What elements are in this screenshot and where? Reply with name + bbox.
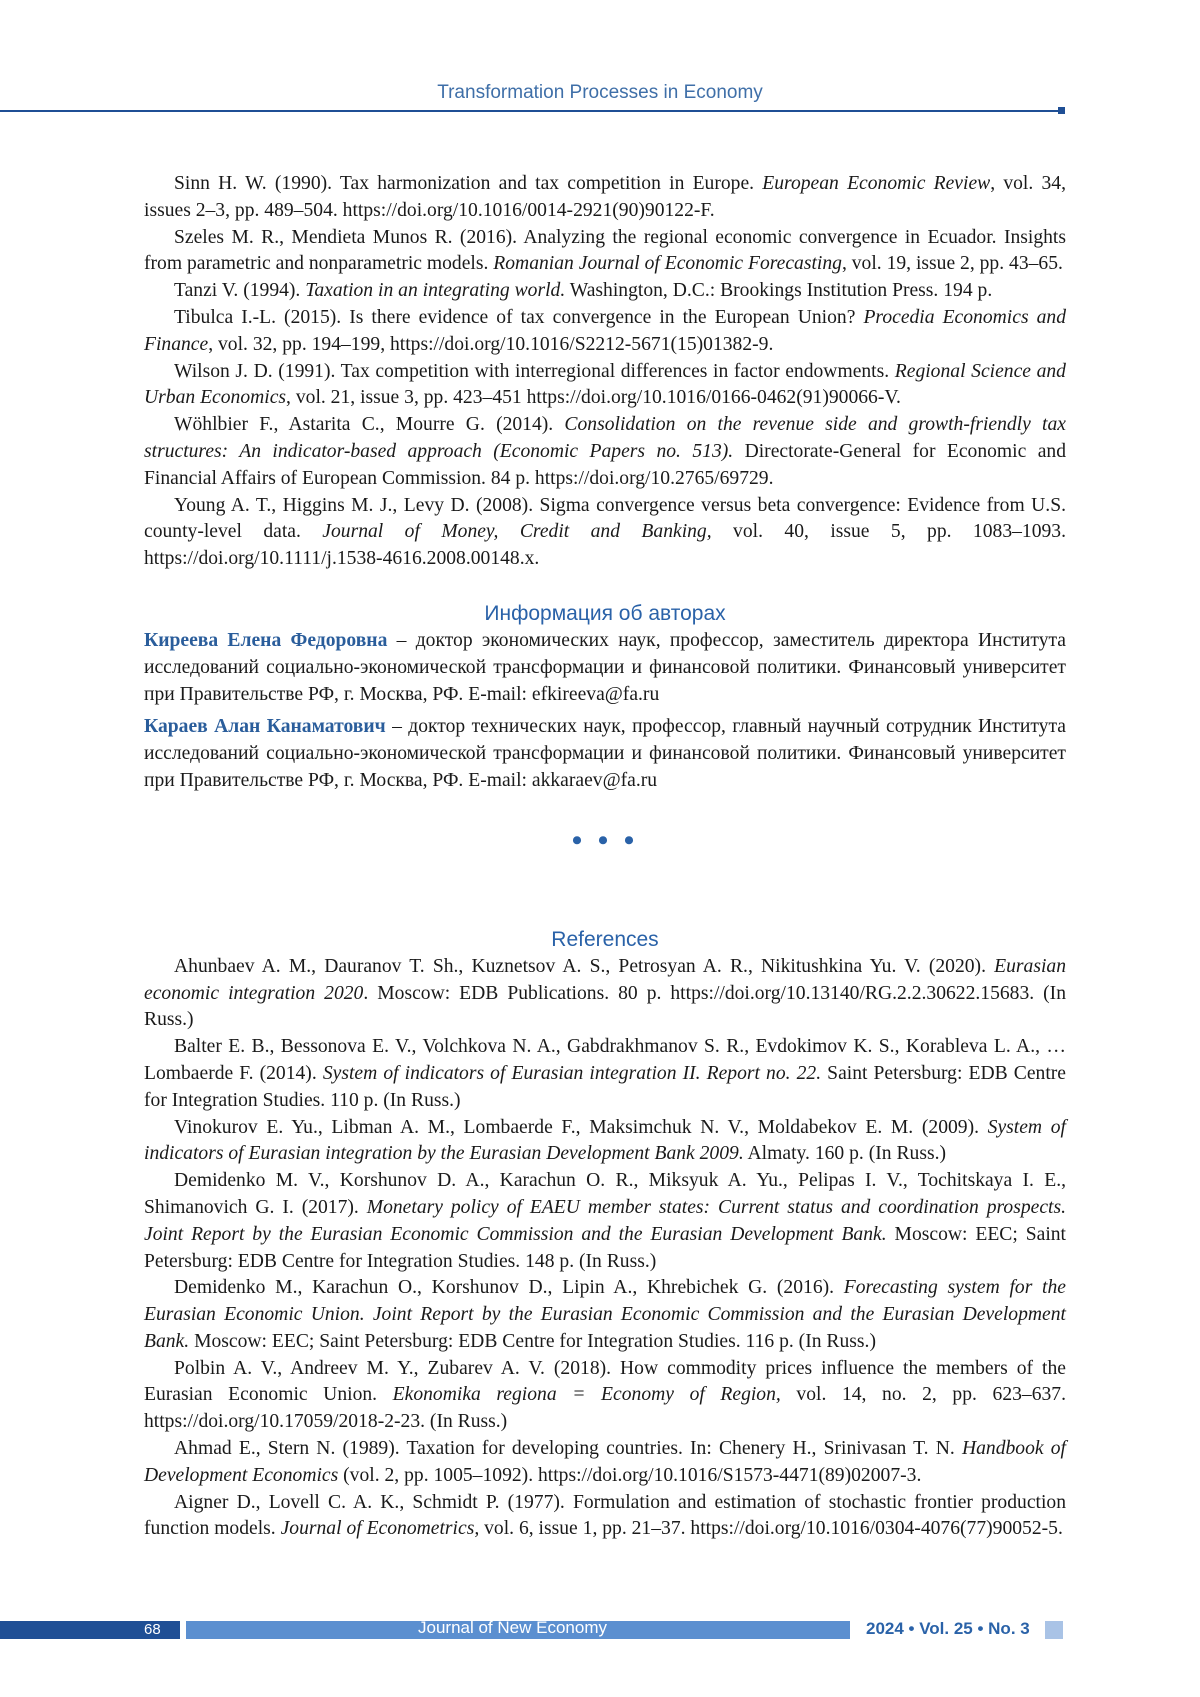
reference-text: Saint Petersburg: EDB Centre for Integration Studies. 110 p. (In Russ.) — [144, 1063, 1066, 1111]
journal-name: Journal of New Economy — [186, 1619, 850, 1637]
reference-italic-text: Ekonomika regiona = Economy of Region, — [393, 1384, 781, 1405]
reference-text: Wilson J. D. (1991). Tax competition with interregional differences in factor endowments. — [174, 361, 895, 382]
author-details: – доктор технических наук, профессор, главный научный сотрудник Института исследований социально-экономической трансформации и финансовой политики. Финансовый университет при Правительстве РФ, г. Москва, РФ. E-mail: akkaraev@fa.ru — [144, 716, 1066, 791]
reference-text: Polbin A. V., Andreev M. Y., Zubarev A. V. (2018). How commodity prices influence the members of the Eurasian Economic Union. — [144, 1358, 1066, 1406]
reference-text: Vinokurov E. Yu., Libman A. M., Lombaerde F., Maksimchuk N. V., Moldabekov E. M. (2009). — [174, 1117, 988, 1138]
reference-italic-text: Monetary policy of EAEU member states: Current status and coordination prospects. Joint Report by the Eurasian Economic Commission and the Eurasian Development Bank. — [144, 1197, 1066, 1245]
reference-entry — [144, 1168, 1066, 1275]
reference-italic-text: Forecasting system for the Eurasian Economic Union. Joint Report by the Eurasian Economic Commission and the Eurasian Development Bank. — [144, 1277, 1066, 1352]
reference-text: Szeles M. R., Mendieta Munos R. (2016). Analyzing the regional economic convergence in Ecuador. Insights from parametric and nonparametric models. — [144, 227, 1066, 275]
reference-text: Directorate-General for Economic and Financial Affairs of European Commission. 84 p. https://doi.org/10.2765/69729. — [144, 441, 1066, 489]
reference-entry — [144, 1115, 1066, 1169]
author-entry — [144, 628, 1066, 708]
reference-entry — [144, 1356, 1066, 1436]
page-footer — [0, 1618, 1200, 1640]
reference-italic-text: Procedia Economics and Finance — [144, 307, 1066, 355]
reference-entry — [144, 1275, 1066, 1355]
reference-text: Aigner D., Lovell C. A. K., Schmidt P. (1977). Formulation and estimation of stochastic frontier production function models. — [144, 1492, 1066, 1540]
reference-italic-text: System of indicators of Eurasian integration by the Eurasian Development Bank 2009. — [144, 1117, 1066, 1165]
reference-text: Demidenko M. V., Korshunov D. A., Karachun O. R., Miksyuk A. Yu., Pelipas I. V., Tochitskaya I. E., Shimanovich G. I. (2017). — [144, 1170, 1066, 1218]
reference-text: vol. 40, issue 5, pp. 1083–1093. https://doi.org/10.1111/j.1538-4616.2008.00148.x. — [144, 521, 1066, 569]
reference-italic-text: Romanian Journal of Economic Forecasting — [493, 253, 842, 274]
reference-text: vol. 14, no. 2, pp. 623–637. https://doi.org/10.17059/2018-2-23. (In Russ.) — [144, 1384, 1066, 1432]
reference-text: Almaty. 160 p. (In Russ.) — [744, 1143, 946, 1164]
reference-entry — [144, 493, 1066, 573]
reference-text: Young A. T., Higgins M. J., Levy D. (2008). Sigma convergence versus beta convergence: Evidence from U.S. county-level data. — [144, 495, 1066, 543]
reference-text: Balter E. B., Bessonova E. V., Volchkova N. A., Gabdrakhmanov S. R., Evdokimov K. S., Korableva L. A., … Lombaerde F. (2014). — [144, 1036, 1066, 1084]
reference-entry — [144, 1436, 1066, 1490]
reference-text: Tanzi V. (1994). — [174, 280, 305, 301]
reference-text: Tibulca I.-L. (2015). Is there evidence of tax convergence in the European Union? — [174, 307, 863, 328]
reference-italic-text: System of indicators of Eurasian integration II. Report no. 22. — [323, 1063, 821, 1084]
reference-entry — [144, 359, 1066, 413]
author-name: Караев Алан Канаматович — [144, 716, 386, 737]
author-details: – доктор экономических наук, профессор, заместитель директора Института исследований социально-экономической трансформации и финансовой политики. Финансовый университет при Правительстве РФ, г. Москва, РФ. E-mail: efkireeva@fa.ru — [144, 630, 1066, 705]
reference-text: , vol. 19, issue 2, pp. 43–65. — [842, 253, 1063, 274]
header-rule-end — [1058, 107, 1065, 114]
reference-text: , vol. 21, issue 3, pp. 423–451 https://doi.org/10.1016/0166-0462(91)90066-V. — [286, 387, 901, 408]
reference-text: . Moscow: EDB Publications. 80 p. https://doi.org/10.13140/RG.2.2.30622.15683. (In Russ.) — [144, 983, 1066, 1031]
reference-italic-text: Consolidation on the revenue side and growth-friendly tax structures: An indicator-based approach (Economic Papers no. 513). — [144, 414, 1066, 462]
reference-text: Ahmad E., Stern N. (1989). Taxation for developing countries. In: Chenery H., Srinivasan T. N. — [174, 1438, 962, 1459]
reference-entry — [144, 1490, 1066, 1544]
author-entry — [144, 714, 1066, 794]
reference-entry — [144, 225, 1066, 279]
references-heading: References — [144, 926, 1066, 954]
author-name: Киреева Елена Федоровна — [144, 630, 387, 651]
reference-italic-text: Taxation in an integrating world. — [305, 280, 565, 301]
reference-text: (vol. 2, pp. 1005–1092). https://doi.org/10.1016/S1573-4471(89)02007-3. — [338, 1465, 921, 1486]
reference-entry — [144, 1034, 1066, 1114]
reference-text: , vol. 32, pp. 194–199, https://doi.org/10.1016/S2212-5671(15)01382-9. — [208, 334, 773, 355]
page-number: 68 — [144, 1621, 161, 1639]
reference-entry — [144, 412, 1066, 492]
footer-square — [1045, 1621, 1063, 1639]
reference-text: Washington, D.C.: Brookings Institution Press. 194 p. — [565, 280, 992, 301]
reference-entry — [144, 171, 1066, 225]
reference-text: Demidenko M., Karachun O., Korshunov D., Lipin A., Khrebichek G. (2016). — [174, 1277, 844, 1298]
reference-italic-text: Handbook of Development Economics — [144, 1438, 1066, 1486]
reference-entry — [144, 305, 1066, 359]
header-rule — [0, 110, 1060, 112]
reference-text: Moscow: EEC; Saint Petersburg: EDB Centre for Integration Studies. 148 p. (In Russ.) — [144, 1224, 1066, 1272]
reference-entry — [144, 278, 1066, 305]
reference-italic-text: European Economic Review — [762, 173, 990, 194]
reference-list-continued — [144, 171, 1066, 573]
reference-text: vol. 6, issue 1, pp. 21–37. https://doi.org/10.1016/0304-4076(77)90052-5. — [479, 1518, 1063, 1539]
reference-text: Sinn H. W. (1990). Tax harmonization and tax competition in Europe. — [174, 173, 762, 194]
authors-heading: Информация об авторах — [144, 600, 1066, 628]
reference-italic-text: Journal of Econometrics, — [281, 1518, 480, 1539]
reference-text: Wöhlbier F., Astarita C., Mourre G. (2014). — [174, 414, 564, 435]
section-separator: • • • — [144, 831, 1066, 851]
reference-text: Ahunbaev A. M., Dauranov T. Sh., Kuznetsov A. S., Petrosyan A. R., Nikitushkina Yu. V. (2020). — [174, 956, 994, 977]
references-list — [144, 954, 1066, 1544]
reference-text: Moscow: EEC; Saint Petersburg: EDB Centre for Integration Studies. 116 p. (In Russ.) — [189, 1331, 876, 1352]
reference-text: , vol. 34, issues 2–3, pp. 489–504. https://doi.org/10.1016/0014-2921(90)90122-F. — [144, 173, 1066, 221]
reference-italic-text: Journal of Money, Credit and Banking, — [322, 521, 711, 542]
reference-italic-text: Eurasian economic integration 2020 — [144, 956, 1066, 1004]
running-header: Transformation Processes in Economy — [0, 82, 1200, 104]
authors-list — [144, 628, 1066, 795]
reference-entry — [144, 954, 1066, 1034]
issue-info: 2024 • Vol. 25 • No. 3 — [866, 1619, 1030, 1639]
page-content — [144, 171, 1066, 1543]
reference-italic-text: Regional Science and Urban Economics — [144, 361, 1066, 409]
